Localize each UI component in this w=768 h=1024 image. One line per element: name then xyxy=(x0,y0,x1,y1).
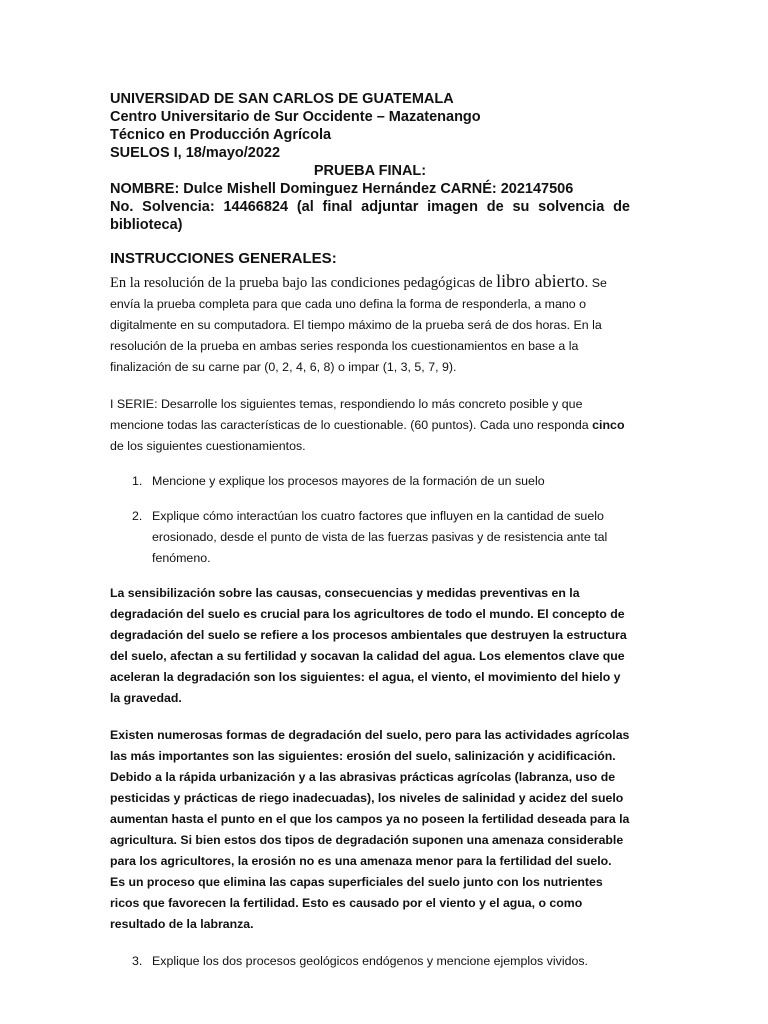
instructions-lead: En la resolución de la prueba bajo las condiciones pedagógicas de xyxy=(110,275,497,291)
question-list xyxy=(110,471,630,569)
exam-title: PRUEBA FINAL: xyxy=(313,163,427,179)
serie-text-bold: cinco xyxy=(592,418,625,432)
solvencia-line: No. Solvencia: 14466824 (al final adjuntar imagen de su solvencia de xyxy=(110,199,630,215)
instructions-lead-emphasis: libro abierto xyxy=(496,271,585,291)
answer-paragraph: Existen numerosas formas de degradación del suelo, pero para las actividades agrícolas las más importantes son las siguientes: erosión del suelo, salinización y acidificación. Debido a la rápida urbanización y a las abrasivas prácticas agrícolas (labranza, uso de pesticidas y prácticas de riego inadecuadas), los niveles de salinidad y acidez del suelo aumentan hasta el punto en el que los campos ya no poseen la fertilidad deseada para la agricultura. Si bien estos dos tipos de degradación suponen una amenaza considerable para los agricultores, la erosión no es una amenaza menor para la fertilidad del suelo. Es un proceso que elimina las capas superficiales del suelo junto con los nutrientes ricos que favorecen la fertilidad. Esto es causado por el viento y el agua, o como resultado de la labranza. xyxy=(110,728,630,931)
instructions-lead-end: . xyxy=(584,275,589,291)
serie-paragraph xyxy=(110,394,630,457)
center-name: Centro Universitario de Sur Occidente – Mazatenango xyxy=(110,109,481,125)
question-item xyxy=(110,506,630,569)
question-item xyxy=(110,951,630,972)
question-number: 3. xyxy=(132,954,143,968)
instructions-title: INSTRUCCIONES GENERALES: xyxy=(110,250,337,267)
answer-paragraph: La sensibilización sobre las causas, consecuencias y medidas preventivas en la degradación del suelo es crucial para los agricultores de todo el mundo. El concepto de degradación del suelo se refiere a los procesos ambientales que destruyen la estructura del suelo, afectan a su fertilidad y socavan la calidad del agua. Los elementos clave que aceleran la degradación son los siguientes: el agua, el viento, el movimiento del hielo y la gravedad. xyxy=(110,586,627,705)
question-text: Explique los dos procesos geológicos endógenos y mencione ejemplos vividos. xyxy=(152,954,588,968)
solvencia-line-2: biblioteca) xyxy=(110,217,183,233)
question-item xyxy=(110,471,630,492)
question-text: Mencione y explique los procesos mayores de la formación de un suelo xyxy=(152,474,545,488)
question-number: 2. xyxy=(132,509,143,523)
student-info: NOMBRE: Dulce Mishell Dominguez Hernández CARNÉ: 202147506 xyxy=(110,181,574,197)
course-date: SUELOS I, 18/mayo/2022 xyxy=(110,145,281,161)
instructions-paragraph xyxy=(110,271,630,378)
instructions-text: Se envía la prueba completa para que cada uno defina la forma de responderla, a mano o digitalmente en su computadora. El tiempo máximo de la prueba será de dos horas. En la resolución de la prueba en ambas series responda los cuestionamientos en base a la finalización de su carne par (0, 2, 4, 6, 8) o impar (1, 3, 5, 7, 9). xyxy=(110,276,607,374)
question-text: Explique cómo interactúan los cuatro factores que influyen en la cantidad de suelo erosionado, desde el punto de vista de las fuerzas pasivas y de resistencia ante tal fenómeno. xyxy=(152,509,608,565)
serie-text-b: de los siguientes cuestionamientos. xyxy=(110,439,306,453)
question-list-continued xyxy=(110,951,630,972)
program-name: Técnico en Producción Agrícola xyxy=(110,127,332,143)
university-name: UNIVERSIDAD DE SAN CARLOS DE GUATEMALA xyxy=(110,91,454,107)
question-number: 1. xyxy=(132,474,143,488)
serie-text-a: I SERIE: Desarrolle los siguientes temas, respondiendo lo más concreto posible y que mencione todas las características de lo cuestionable. (60 puntos). Cada uno responda xyxy=(110,397,593,432)
document-page xyxy=(110,90,630,986)
